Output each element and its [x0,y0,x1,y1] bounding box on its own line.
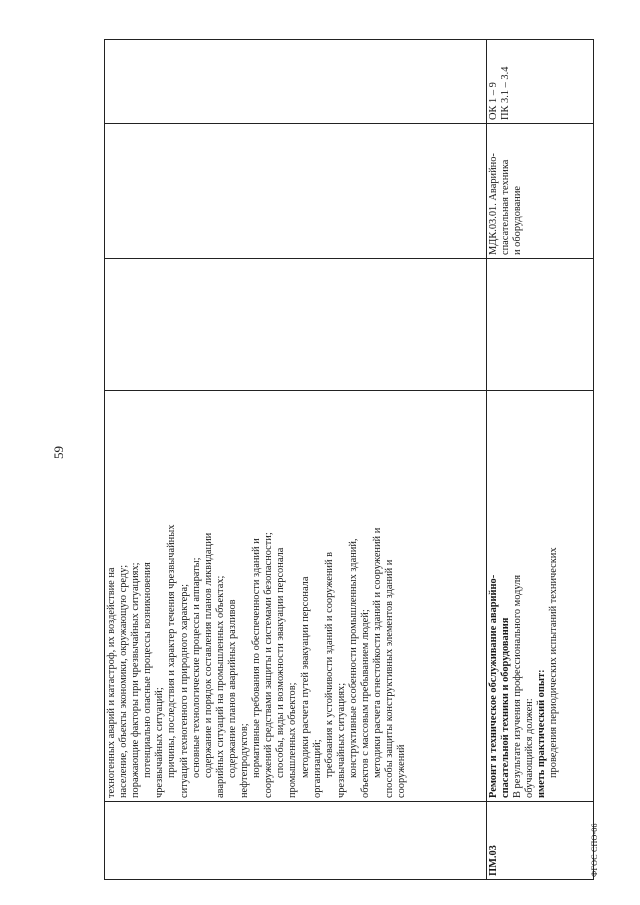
text-line: иметь практический опыт: [536,669,548,798]
text-line: нормативные требования по обеспеченности зданий и [251,538,263,778]
curriculum-table [104,39,594,880]
text-line: сооружений средствами защиты и системами безопасности; [263,532,275,798]
hours-cell [487,259,594,391]
text-line: сооружений [396,744,408,798]
text-line: чрезвычайных ситуаций; [154,687,166,798]
page-number: 59 [51,446,66,459]
text-line: спасательная техника [500,159,512,255]
text-line: проведения периодических испытаний технических [548,547,560,778]
text-line: конструктивные особенности промышленных зданий, [347,538,359,778]
footer-code: ФГОС СПО-06 [590,823,599,877]
text-line: техногенных аварий и катастроф, их воздействие на [106,567,117,798]
text-line: способы, виды и возможности эвакуации персонала [275,547,287,778]
text-line: основные технологические процессы и аппараты; [190,557,202,778]
competency-cell [487,40,594,124]
course-cell [105,124,487,259]
competency-cell [105,40,487,124]
content-cell [105,391,487,802]
text-line: ПК 3.1 – 3.4 [500,66,512,120]
text-line: нефтепродуктов; [239,723,251,798]
text-line: аварийных ситуаций на промышленных объектах; [214,575,226,798]
code-cell [105,802,487,880]
text-line: содержание и порядок составления планов ликвидации [202,532,214,778]
text-line: ситуаций техногенного и природного характера; [178,584,190,798]
text-line: способы защиты конструктивных элементов зданий и [384,559,396,798]
text-line: промышленных объектов; [287,682,299,798]
mdk-cell [487,124,594,259]
text-line: содержание планов аварийных разливов [226,599,238,778]
text-line: методики расчета путей эвакуации персонала [299,576,311,778]
module-content-cell [487,391,594,802]
text-line: обучающийся должен: [524,698,536,798]
text-line: спасательной техники и оборудования [500,617,512,798]
text-line: ОК 1 – 9 [488,82,499,120]
text-line: чрезвычайных ситуациях; [335,682,347,798]
text-line: МДК.03.01. Аварийно- [488,153,499,255]
text-line: методики расчета огнестойкости зданий и сооружений и [372,527,384,778]
text-line: и оборудование [512,185,524,255]
text-line: поражающие факторы при чрезвычайных ситуациях; [130,562,142,798]
text-line: требования к устойчивости зданий и сооружений в [323,551,335,778]
hours-cell [105,259,487,391]
text-line: причины, последствия и характер течения чрезвычайных [166,524,178,778]
text-line: объектов с массовым пребыванием людей; [359,609,371,798]
text-line: население, объекты экономики, окружающую среду; [118,564,130,798]
curriculum-table-rotated [104,40,593,880]
text-line: В результате изучения профессионального модуля [512,574,524,798]
text-line: потенциально опасные процессы возникновения [142,562,154,778]
module-code-cell: ПМ.03 [487,802,594,880]
table-row [487,40,594,880]
text-line: Ремонт и техническое обслуживание аварийно- [488,574,499,798]
text-line: организаций; [311,739,323,798]
table-row [105,40,487,880]
